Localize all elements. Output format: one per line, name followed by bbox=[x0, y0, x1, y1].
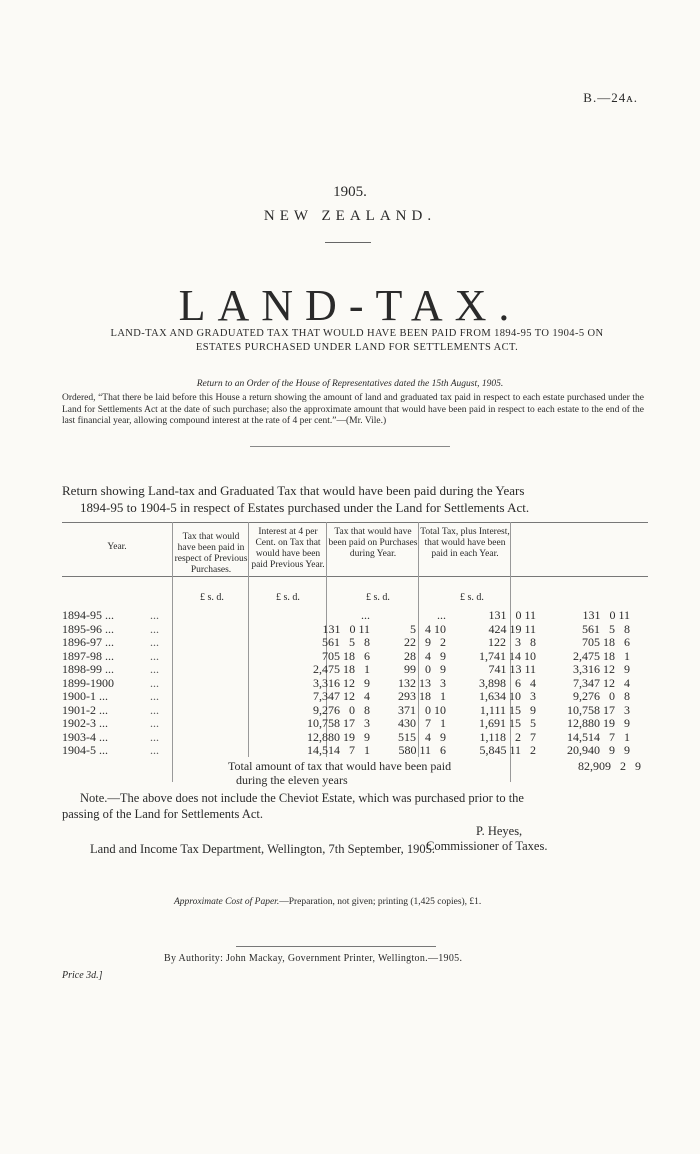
table-row-year: 1900-1 ... bbox=[62, 689, 108, 703]
note bbox=[62, 790, 648, 822]
table-row-year: 1898-99 ... bbox=[62, 662, 114, 676]
leader-dots: ... bbox=[150, 675, 159, 690]
cost-line bbox=[174, 897, 481, 907]
table-cell-c4: 705 18 6 bbox=[582, 635, 630, 649]
table-row-year: 1902-3 ... bbox=[62, 716, 108, 730]
leader-dots: ... bbox=[150, 716, 159, 730]
table-cell-c4: 12,880 19 9 bbox=[567, 716, 630, 730]
table-cell-c1: 131 0 11 bbox=[322, 621, 370, 636]
signature-block bbox=[426, 824, 547, 854]
table-row-year: 1896-97 ... bbox=[62, 635, 114, 649]
tax-table bbox=[62, 522, 648, 762]
table-cell-c2: 28 4 9 bbox=[404, 648, 446, 663]
header-interest: Interest at 4 per Cent. on Tax that would have been paid Previous Year. bbox=[251, 527, 325, 570]
country-heading: NEW ZEALAND. bbox=[263, 208, 437, 224]
leader-dots: ... bbox=[150, 729, 159, 744]
signature-name: P. Heyes, bbox=[476, 824, 523, 838]
subtitle-line: ESTATES PURCHASED UNDER LAND FOR SETTLEMENTS ACT. bbox=[195, 342, 519, 353]
table-cell-c4: 561 5 8 bbox=[582, 621, 630, 636]
table-row-year: 1903-4 ... bbox=[62, 729, 108, 744]
page-title: LAND-TAX. bbox=[178, 281, 522, 330]
table-cell-c3: 1,118 2 7 bbox=[479, 729, 536, 744]
subtitle-line: LAND-TAX AND GRADUATED TAX THAT WOULD HAVE BEEN PAID FROM 1894-95 TO 1904-5 ON bbox=[110, 328, 604, 339]
header-previous-purchases: Tax that would have been paid in respect of Previous Purchases. bbox=[174, 532, 248, 575]
table-row-year: 1897-98 ... bbox=[62, 648, 114, 663]
table-cell-c2: 430 7 1 bbox=[398, 716, 446, 730]
table-row-year: 1904-5 ... bbox=[62, 743, 108, 757]
total-label-line: Total amount of tax that would have been paid bbox=[228, 759, 452, 773]
leader-dots: ... bbox=[150, 648, 159, 663]
table-cell-c2: 515 4 9 bbox=[398, 729, 446, 744]
ordered-paragraph: Ordered, “That there be laid before this House a return showing the amount of land and graduated tax paid in respect to each estate purchased under the Land for Settlements Act at the date of such purchase; also the approximate amount that would have been paid in respect to each estate to the end of the last financial year, allowing compound interest at the rate of 4 per cent.”—(Mr. Vile.) bbox=[62, 393, 644, 426]
leader-dots: ... bbox=[150, 689, 159, 703]
cost-detail: —Preparation, not given; printing (1,425 copies), £1. bbox=[279, 897, 482, 907]
table-top-rule bbox=[62, 522, 648, 523]
leader-dots: ... bbox=[150, 702, 159, 717]
table-cell-c1: 9,276 0 8 bbox=[313, 702, 370, 717]
document-reference: B.—24ᴀ. bbox=[583, 90, 638, 105]
total-label bbox=[228, 759, 518, 787]
table-cell-c2: 5 4 10 bbox=[410, 621, 446, 636]
table-cell-c2: 99 0 9 bbox=[404, 662, 446, 676]
table-cell-c3: 122 3 8 bbox=[488, 635, 536, 649]
table-cell-c4: 20,940 9 9 bbox=[567, 743, 630, 757]
table-header-rule bbox=[62, 576, 648, 577]
table-cell-c2: 293 18 1 bbox=[398, 689, 446, 703]
note-line: Note.—The above does not include the Cheviot Estate, which was purchased prior to the bbox=[80, 791, 524, 805]
table-row-year: 1899-1900 bbox=[62, 675, 114, 690]
table-cell-c4: 2,475 18 1 bbox=[573, 648, 630, 663]
divider bbox=[236, 946, 436, 947]
total-value: 82,909 2 9 bbox=[578, 759, 641, 773]
document-year: 1905. bbox=[333, 184, 367, 200]
table-cell-c2: ... bbox=[437, 608, 446, 622]
table-cell-c1: ... bbox=[361, 608, 370, 622]
return-line: Return showing Land-tax and Graduated Tax that would have been paid during the Years bbox=[62, 483, 525, 498]
return-line: 1894-95 to 1904-5 in respect of Estates purchased under the Land for Settlements Act. bbox=[80, 500, 530, 515]
total-label-line: during the eleven years bbox=[236, 773, 348, 787]
units-col3: £ s. d. bbox=[366, 592, 390, 603]
cost-label: Approximate Cost of Paper. bbox=[174, 897, 280, 907]
table-cell-c3: 1,691 15 5 bbox=[479, 716, 536, 730]
table-cell-c2: 371 0 10 bbox=[398, 702, 446, 717]
signature-title: Commissioner of Taxes. bbox=[426, 839, 548, 853]
table-cell-c3: 3,898 6 4 bbox=[479, 675, 536, 690]
divider bbox=[250, 446, 450, 447]
return-heading bbox=[62, 482, 648, 516]
subtitle bbox=[62, 327, 652, 355]
leader-dots: ... bbox=[150, 608, 159, 622]
header-purchases-during-year: Tax that would have been paid on Purchases during Year. bbox=[328, 527, 418, 559]
table-cell-c1: 14,514 7 1 bbox=[307, 743, 370, 757]
department-line: Land and Income Tax Department, Wellington, 7th September, 1905. bbox=[90, 842, 435, 856]
leader-dots: ... bbox=[150, 635, 159, 649]
table-cell-c1: 7,347 12 4 bbox=[313, 689, 370, 703]
table-cell-c2: 132 13 3 bbox=[398, 675, 446, 690]
table-cell-c1: 561 5 8 bbox=[322, 635, 370, 649]
table-cell-c1: 2,475 18 1 bbox=[313, 662, 370, 676]
header-year: Year. bbox=[107, 542, 127, 552]
table-cell-c1: 12,880 19 9 bbox=[307, 729, 370, 744]
order-line: Return to an Order of the House of Representatives dated the 15th August, 1905. bbox=[196, 379, 504, 389]
table-row-year: 1901-2 ... bbox=[62, 702, 108, 717]
table-cell-c4: 7,347 12 4 bbox=[573, 675, 630, 690]
column-divider bbox=[248, 522, 249, 757]
leader-dots: ... bbox=[150, 743, 159, 757]
units-col1: £ s. d. bbox=[200, 592, 224, 603]
table-cell-c3: 1,741 14 10 bbox=[479, 648, 536, 663]
table-cell-c2: 580 11 6 bbox=[398, 743, 446, 757]
table-cell-c4: 14,514 7 1 bbox=[567, 729, 630, 744]
price: Price 3d.] bbox=[62, 970, 103, 981]
table-cell-c3: 131 0 11 bbox=[488, 608, 536, 622]
table-cell-c4: 10,758 17 3 bbox=[567, 702, 630, 717]
table-row-year: 1895-96 ... bbox=[62, 621, 114, 636]
table-cell-c1: 705 18 6 bbox=[322, 648, 370, 663]
table-cell-c1: 10,758 17 3 bbox=[307, 716, 370, 730]
table-cell-c3: 5,845 11 2 bbox=[479, 743, 536, 757]
table-cell-c4: 9,276 0 8 bbox=[573, 689, 630, 703]
divider bbox=[325, 242, 371, 243]
units-col2: £ s. d. bbox=[276, 592, 300, 603]
note-line: passing of the Land for Settlements Act. bbox=[62, 807, 264, 821]
printer-authority: By Authority: John Mackay, Government Printer, Wellington.—1905. bbox=[164, 953, 463, 964]
table-cell-c2: 22 9 2 bbox=[404, 635, 446, 649]
table-row-year: 1894-95 ... bbox=[62, 608, 114, 622]
column-divider bbox=[172, 522, 173, 782]
table-cell-c3: 741 13 11 bbox=[488, 662, 536, 676]
table-cell-c4: 131 0 11 bbox=[582, 608, 630, 622]
table-cell-c1: 3,316 12 9 bbox=[313, 675, 370, 690]
table-cell-c4: 3,316 12 9 bbox=[573, 662, 630, 676]
units-col4: £ s. d. bbox=[460, 592, 484, 603]
leader-dots: ... bbox=[150, 662, 159, 676]
table-cell-c3: 1,634 10 3 bbox=[479, 689, 536, 703]
leader-dots: ... bbox=[150, 621, 159, 636]
table-cell-c3: 424 19 11 bbox=[488, 621, 536, 636]
table-cell-c3: 1,111 15 9 bbox=[479, 702, 536, 717]
header-total: Total Tax, plus Interest, that would have been paid in each Year. bbox=[420, 527, 510, 559]
